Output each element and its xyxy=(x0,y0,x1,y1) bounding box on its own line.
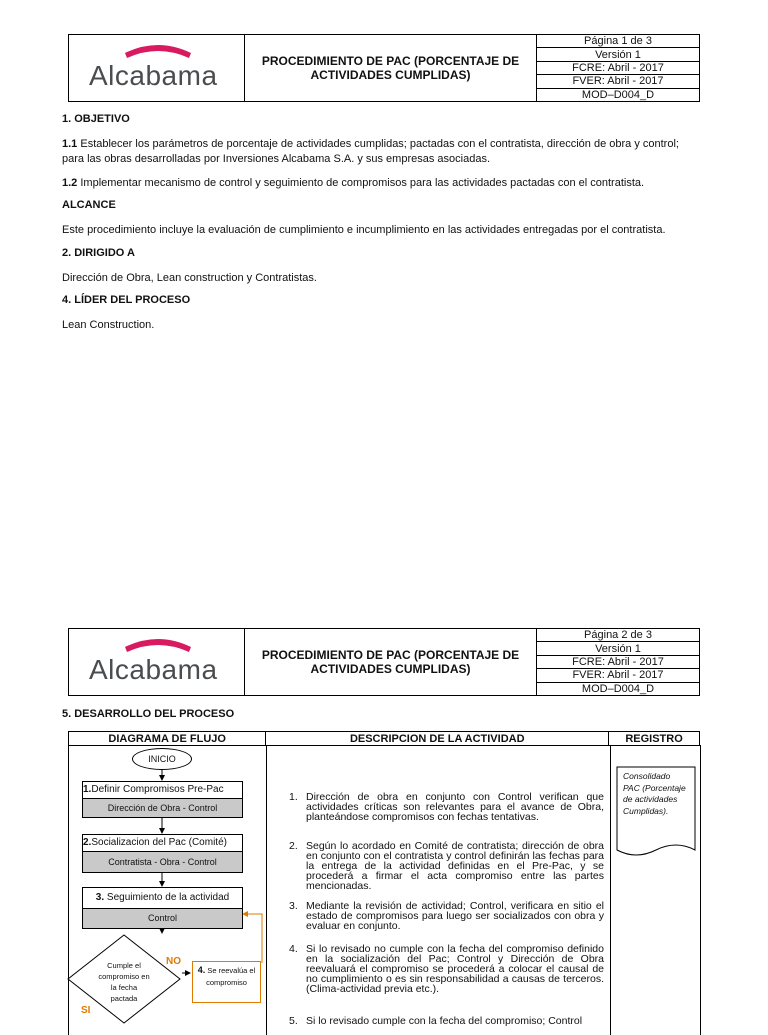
page-number: Página 1 de 3 xyxy=(537,35,700,48)
document-code: MOD–D004_D xyxy=(537,88,700,101)
step-label: Seguimiento de la actividad xyxy=(104,892,230,903)
activity-number: 4. xyxy=(289,943,298,955)
fcre-date: FCRE: Abril - 2017 xyxy=(537,61,700,74)
fver-date: FVER: Abril - 2017 xyxy=(537,75,700,88)
column-header-description: DESCRIPCION DE LA ACTIVIDAD xyxy=(266,732,609,746)
activity-description: Mediante la revisión de actividad; Control, verificara en sitio el estado de compromisos para luego ser socializados con obra y evaluar en conjunto. xyxy=(306,900,604,932)
activity-number: 5. xyxy=(289,1015,298,1027)
alcabama-logo-arc-icon xyxy=(123,633,193,653)
lider-paragraph: Lean Construction. xyxy=(62,319,155,331)
dirigido-paragraph: Dirección de Obra, Lean construction y Contratistas. xyxy=(62,272,317,284)
paragraph-1-1 xyxy=(62,137,704,166)
step-label: Se reevalúa el compromiso xyxy=(205,966,256,987)
step-number: 1. xyxy=(83,784,92,795)
decision-label: Cumple el compromiso en la fecha pactada xyxy=(98,961,150,1003)
section-lider-heading: 4. LÍDER DEL PROCESO xyxy=(62,294,191,306)
activity-number: 2. xyxy=(289,840,298,852)
flow-step-3-responsible: Control xyxy=(82,908,243,929)
paragraph-text: Implementar mecanismo de control y seguimiento de compromisos para las actividades pactadas con el contratista. xyxy=(77,177,645,189)
table-border-right xyxy=(700,745,701,1035)
paragraph-number: 1.2 xyxy=(62,177,78,189)
page-number: Página 2 de 3 xyxy=(537,629,700,642)
document-title: PROCEDIMIENTO DE PAC (PORCENTAJE DE ACTIVIDADES CUMPLIDAS) xyxy=(245,629,537,696)
fver-date: FVER: Abril - 2017 xyxy=(537,669,700,682)
document-header-page2 xyxy=(68,628,700,696)
step-label: Definir Compromisos Pre-Pac xyxy=(91,784,224,795)
activity-description: Si lo revisado cumple con la fecha del compromiso; Control xyxy=(306,1015,583,1027)
brand-logo: Alcabama xyxy=(89,654,218,685)
paragraph-1-2 xyxy=(62,176,704,191)
registro-text: Consolidado PAC (Porcentaje de actividades Cumplidas). xyxy=(623,771,686,816)
step-number: 4. xyxy=(197,965,206,975)
activity-number: 1. xyxy=(289,791,298,803)
alcabama-logo-arc-icon xyxy=(123,39,193,59)
flow-step-1-responsible: Dirección de Obra - Control xyxy=(82,798,243,818)
version: Versión 1 xyxy=(537,48,700,61)
section-desarrollo-heading: 5. DESARROLLO DEL PROCESO xyxy=(62,708,235,720)
document-title: PROCEDIMIENTO DE PAC (PORCENTAJE DE ACTIVIDADES CUMPLIDAS) xyxy=(245,35,537,102)
step-number: 3. xyxy=(95,892,105,903)
activity-number: 3. xyxy=(289,900,298,912)
column-header-registro: REGISTRO xyxy=(609,732,700,746)
activity-description: Dirección de obra en conjunto con Control verifican que actividades críticas son relevantes para el avance de Obra, planteándose compromisos con fechas tentativas. xyxy=(306,791,604,823)
flow-step-3 xyxy=(82,887,243,909)
paragraph-number: 1.1 xyxy=(62,138,78,150)
column-header-diagram: DIAGRAMA DE FLUJO xyxy=(69,732,266,746)
decision-si-label: SI xyxy=(81,1005,91,1016)
version: Versión 1 xyxy=(537,642,700,655)
activity-description: Según lo acordado en Comité de contratista; dirección de obra en conjunto con el contratista y control definirán las fechas para la entrega de la actividad definidas en el Pre-Pac, y se procederá a firmar el acta compromiso entre las partes mencionadas. xyxy=(306,840,604,892)
document-code: MOD–D004_D xyxy=(537,682,700,695)
section-dirigido-heading: 2. DIRIGIDO A xyxy=(62,247,135,259)
flow-step-1 xyxy=(82,781,243,799)
alcance-paragraph: Este procedimiento incluye la evaluación de cumplimiento e incumplimiento en las actividades entregadas por el contratista. xyxy=(62,224,666,236)
flow-start-node: INICIO xyxy=(132,748,192,770)
paragraph-text: Establecer los parámetros de porcentaje de actividades cumplidas; pactadas con el contratista, dirección de obra y control; para las obras desarrolladas por Inversiones Alcabama S.A. y sus empresas asociadas. xyxy=(62,138,679,165)
section-objetivo-heading: 1. OBJETIVO xyxy=(62,113,130,125)
process-table xyxy=(68,731,700,746)
section-alcance-heading: ALCANCE xyxy=(62,199,116,211)
logo-cell xyxy=(69,629,245,696)
flow-step-2 xyxy=(82,834,243,852)
table-divider-1 xyxy=(266,745,267,1035)
flow-step-4 xyxy=(192,961,261,1003)
flow-step-2-responsible: Contratista - Obra - Control xyxy=(82,851,243,873)
fcre-date: FCRE: Abril - 2017 xyxy=(537,655,700,668)
step-number: 2. xyxy=(83,837,92,848)
decision-no-label: NO xyxy=(166,956,181,967)
document-header-page1 xyxy=(68,34,700,102)
activity-description: Si lo revisado no cumple con la fecha del compromiso definido en la socialización del Pac; Control y Dirección de Obra reevaluará el compromiso se procederá a colocar el causal de no cumplimiento o es sin responsabilidad a causas de terceros. (Clima-actividad previa etc.). xyxy=(306,943,604,995)
brand-logo: Alcabama xyxy=(89,60,218,91)
step-label: Socializacion del Pac (Comité) xyxy=(91,837,227,848)
logo-cell xyxy=(69,35,245,102)
table-divider-2 xyxy=(610,745,611,1035)
